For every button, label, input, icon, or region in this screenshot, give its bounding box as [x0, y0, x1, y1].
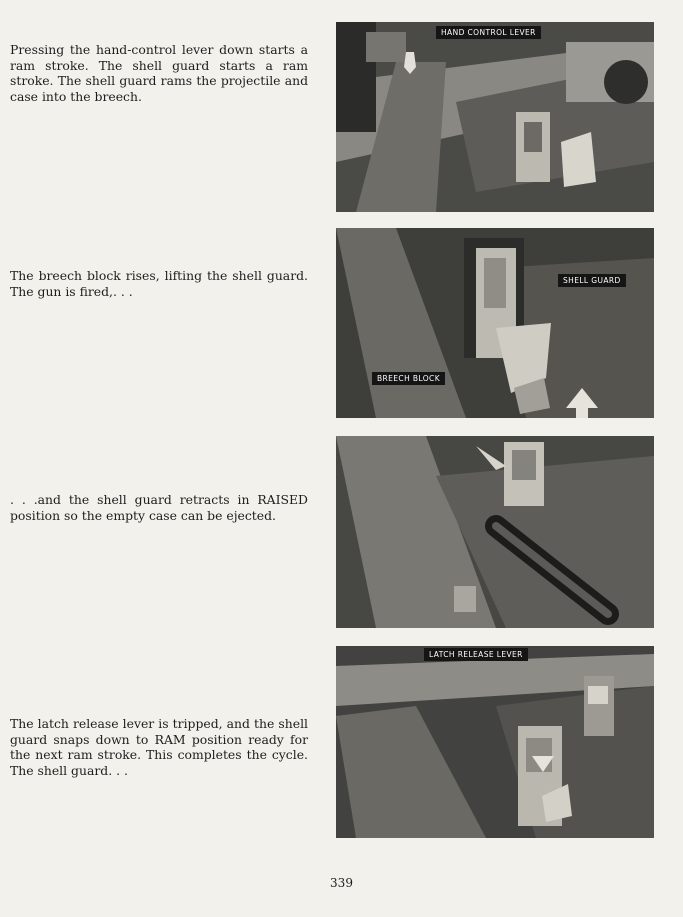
- label-breech-block: BREECH BLOCK: [372, 372, 445, 385]
- photo-2-image: [336, 228, 654, 418]
- label-latch-release-lever: LATCH RELEASE LEVER: [424, 648, 528, 661]
- label-hand-control-lever: HAND CONTROL LEVER: [436, 26, 541, 39]
- photo-hand-control-lever: [336, 22, 654, 212]
- caption-ram-stroke: Pressing the hand-control lever down starts a ram stroke. The shell guard starts a ram stroke. The shell guard rams the projectile and case into the breech.: [10, 42, 308, 104]
- caption-breech-rises: The breech block rises, lifting the shell guard. The gun is fired,. . .: [10, 268, 308, 299]
- label-shell-guard: SHELL GUARD: [558, 274, 626, 287]
- photo-1-image: [336, 22, 654, 212]
- photo-3-image: [336, 436, 654, 628]
- caption-shell-guard-retracts: . . .and the shell guard retracts in RAISED position so the empty case can be ejected.: [10, 492, 308, 523]
- page-number: 339: [330, 876, 353, 890]
- photo-latch-release-lever: [336, 646, 654, 838]
- caption-latch-release: The latch release lever is tripped, and the shell guard snaps down to RAM position ready for the next ram stroke. This completes the cycle. The shell guard. . .: [10, 716, 308, 778]
- photo-shell-guard-raised: [336, 436, 654, 628]
- photo-4-image: [336, 646, 654, 838]
- photo-shell-guard-breech-block: [336, 228, 654, 418]
